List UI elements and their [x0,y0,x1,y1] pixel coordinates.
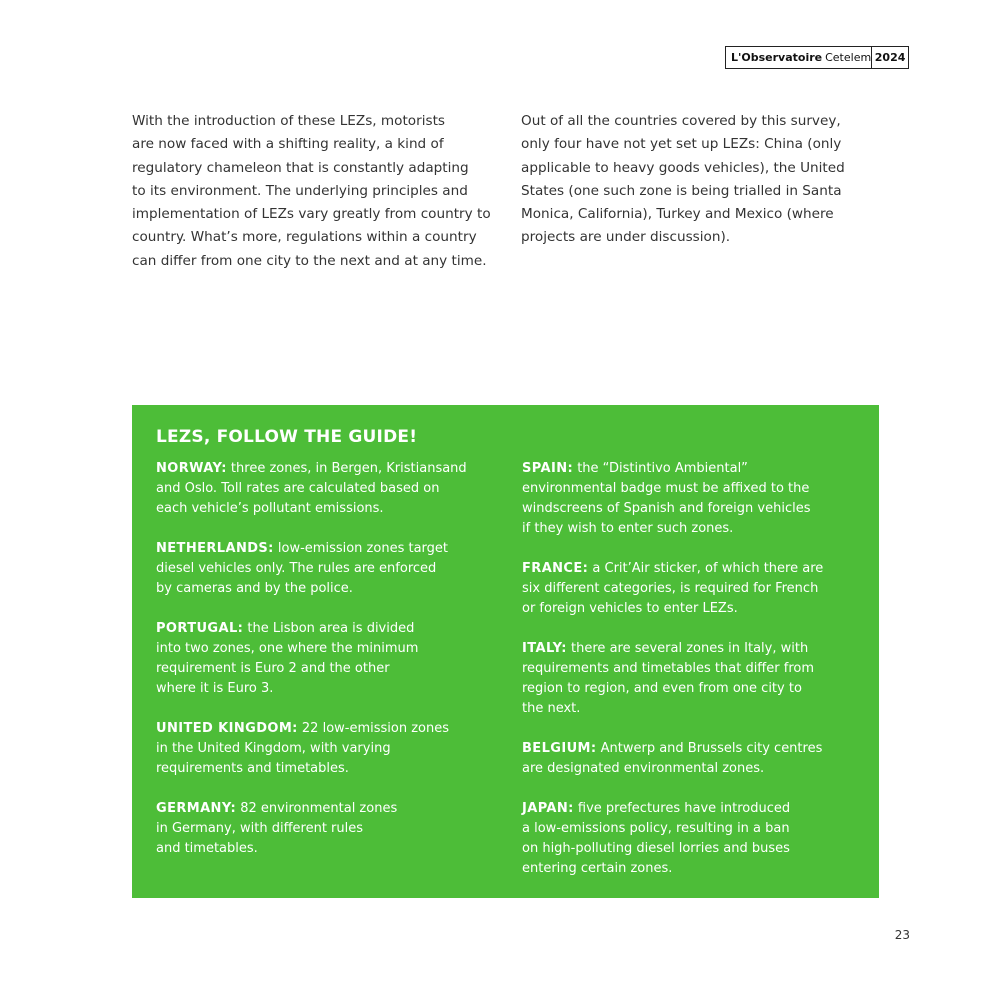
page-number: 23 [894,928,910,942]
text-line: applicable to heavy goods vehicles), the United [521,159,845,176]
guide-entry-text: five prefectures have introduced [573,801,791,816]
guide-entry-line [156,579,506,599]
guide-entry-text: the Lisbon area is divided [243,621,415,636]
guide-entry-line [522,739,867,759]
guide-country-label: FRANCE: [522,561,589,576]
guide-country-label: SPAIN: [522,461,574,476]
guide-entry-text: windscreens of Spanish and foreign vehicles [522,501,811,516]
text-line: Monica, California), Turkey and Mexico (where [521,206,834,223]
guide-entry-text: 82 environmental zones [236,801,398,816]
guide-entry-text: region to region, and even from one city to [522,681,802,696]
text-line: projects are under discussion). [521,229,731,246]
guide-country-label: PORTUGAL: [156,621,244,636]
guide-entry-text: Antwerp and Brussels city centres [596,741,823,756]
guide-entry-text: the next. [522,701,581,716]
guide-entry-line [156,719,506,739]
guide-entry-text: a Crit’Air sticker, of which there are [588,561,824,576]
guide-entry-line [156,479,506,499]
publication-year: 2024 [871,47,908,68]
text-line: are now faced with a shifting reality, a kind of [132,136,444,153]
guide-entry-line [156,659,506,679]
text-line: regulatory chameleon that is constantly adapting [132,159,469,176]
guide-entry-line [156,819,506,839]
guide-country-label: UNITED KINGDOM: [156,721,298,736]
guide-entry-line [156,839,506,859]
guide-entry-text: on high-polluting diesel lorries and buses [522,841,790,856]
guide-entry-line [522,859,867,879]
guide-entry [156,539,506,599]
guide-entry [156,719,506,779]
guide-column-left [156,459,506,879]
guide-entry-text: the “Distintivo Ambiental” [573,461,748,476]
guide-entry-text: where it is Euro 3. [156,681,274,696]
guide-entry-line [156,539,506,559]
guide-entry-text: requirements and timetables. [156,761,349,776]
guide-entry-line [522,559,867,579]
guide-column-right [522,459,867,899]
text-line: States (one such zone is being trialled in Santa [521,182,842,199]
guide-entry-line [522,479,867,499]
guide-entry-line [156,739,506,759]
guide-entry-line [522,499,867,519]
text-line: only four have not yet set up LEZs: China (only [521,136,842,153]
guide-entry-line [156,459,506,479]
text-line: Out of all the countries covered by this survey, [521,113,841,129]
guide-entry-text: a low-emissions policy, resulting in a ban [522,821,790,836]
brand-name-bold: L'Observatoire [731,51,823,64]
publication-header [725,46,909,69]
guide-entry-line [156,559,506,579]
text-line: to its environment. The underlying principles and [132,182,468,199]
guide-entry-line [522,679,867,699]
guide-entry-text: by cameras and by the police. [156,581,353,596]
guide-entry [522,459,867,539]
guide-country-label: BELGIUM: [522,741,597,756]
guide-entry-line [522,639,867,659]
guide-entry [522,799,867,879]
guide-entry-line [156,639,506,659]
guide-entry-line [522,519,867,539]
guide-entry [156,799,506,859]
guide-entry [522,639,867,719]
guide-entry-line [156,619,506,639]
guide-entry-text: low-emission zones target [273,541,449,556]
guide-entry-text: each vehicle’s pollutant emissions. [156,501,384,516]
text-line: can differ from one city to the next and at any time. [132,252,487,269]
guide-entry-line [156,799,506,819]
guide-entry-text: diesel vehicles only. The rules are enforced [156,561,437,576]
guide-entry [522,739,867,779]
guide-entry-text: 22 low-emission zones [297,721,450,736]
intro-paragraph-right [521,110,871,250]
guide-entry-text: requirements and timetables that differ from [522,661,814,676]
guide-entry-line [156,679,506,699]
text-line: With the introduction of these LEZs, motorists [132,113,445,129]
guide-title: LEZS, FOLLOW THE GUIDE! [156,427,418,447]
brand-name-rest: Cetelem [825,51,872,64]
guide-country-label: ITALY: [522,641,567,656]
guide-country-label: NETHERLANDS: [156,541,274,556]
guide-entry-text: requirement is Euro 2 and the other [156,661,390,676]
guide-entry-text: in the United Kingdom, with varying [156,741,391,756]
guide-entry-text: six different categories, is required for French [522,581,819,596]
guide-entry-text: are designated environmental zones. [522,761,765,776]
guide-country-label: JAPAN: [522,801,574,816]
guide-entry-line [522,599,867,619]
guide-entry-text: and Oslo. Toll rates are calculated based on [156,481,440,496]
guide-entry-text: there are several zones in Italy, with [566,641,809,656]
guide-entry-line [156,499,506,519]
guide-entry-line [522,459,867,479]
guide-entry-text: into two zones, one where the minimum [156,641,419,656]
guide-entry-text: if they wish to enter such zones. [522,521,734,536]
publication-brand [726,47,871,68]
guide-entry-line [522,659,867,679]
guide-entry-text: or foreign vehicles to enter LEZs. [522,601,738,616]
lez-guide-box [132,405,879,898]
guide-entry-line [156,759,506,779]
guide-entry-line [522,699,867,719]
guide-entry-line [522,839,867,859]
guide-entry-line [522,579,867,599]
guide-entry [156,459,506,519]
guide-entry-text: in Germany, with different rules [156,821,364,836]
guide-entry-text: entering certain zones. [522,861,673,876]
guide-entry-line [522,799,867,819]
guide-country-label: GERMANY: [156,801,237,816]
guide-entry [522,559,867,619]
text-line: implementation of LEZs vary greatly from country to [132,206,491,223]
guide-entry-line [522,819,867,839]
intro-paragraph-left [132,110,497,273]
guide-entry-text: environmental badge must be affixed to the [522,481,810,496]
guide-country-label: NORWAY: [156,461,227,476]
guide-entry-line [522,759,867,779]
guide-entry-text: three zones, in Bergen, Kristiansand [226,461,467,476]
guide-entry-text: and timetables. [156,841,258,856]
guide-entry [156,619,506,699]
text-line: country. What’s more, regulations within a country [132,229,477,246]
